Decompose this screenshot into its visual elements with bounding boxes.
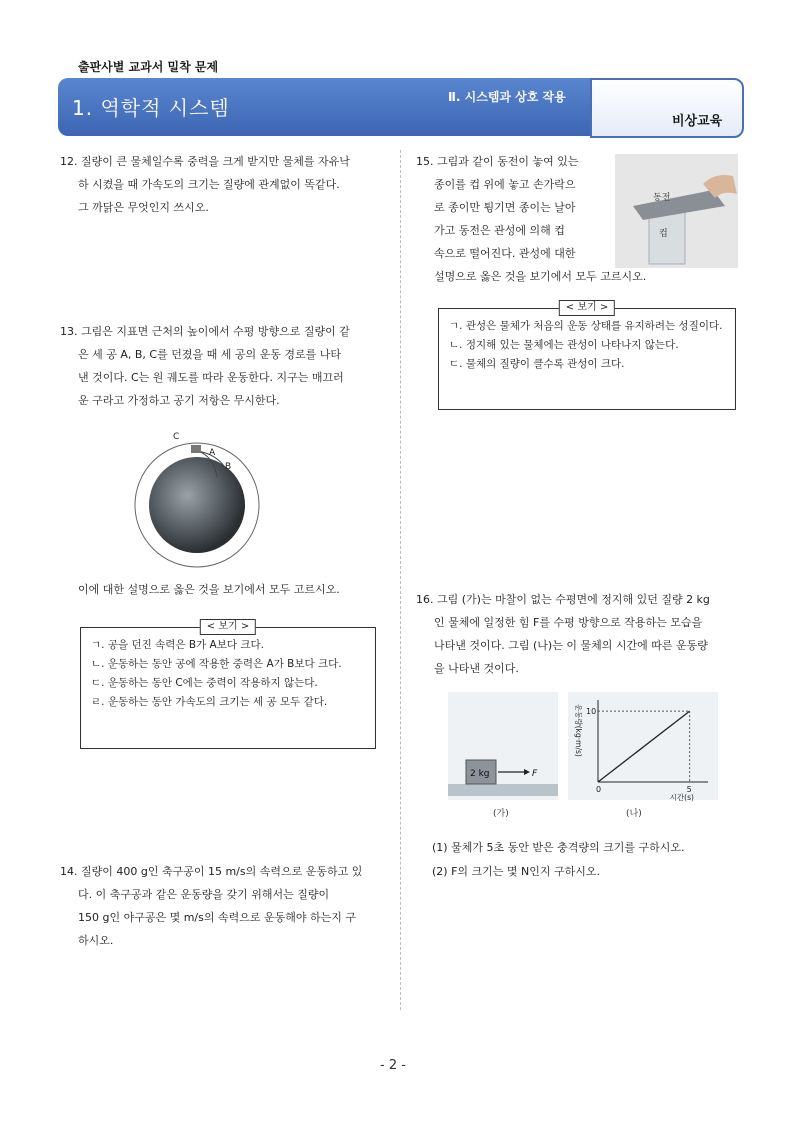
label-a: A <box>209 448 216 458</box>
mass-label: 2 kg <box>470 769 490 779</box>
publisher-box <box>590 78 744 138</box>
q16-line: 나타낸 것이다. 그림 (나)는 이 물체의 시간에 따른 운동량 <box>434 639 708 652</box>
y-axis-label: 운동량(kg·m/s) <box>574 704 583 757</box>
q13-prompt: 이에 대한 설명으로 옳은 것을 보기에서 모두 고르시오. <box>78 583 340 596</box>
q16-line: 인 물체에 일정한 힘 F를 수평 방향으로 작용하는 모습을 <box>434 616 703 629</box>
q12-line: 12. 질량이 큰 물체일수록 중력을 크게 받지만 물체를 자유낙 <box>60 155 350 168</box>
q14-line: 하시오. <box>78 934 114 947</box>
cup-label: 컵 <box>659 229 668 239</box>
coin-cup-photo <box>615 154 738 268</box>
y-tick-label: 10 <box>586 707 597 717</box>
label-b: B <box>225 462 232 472</box>
column-divider <box>400 150 401 1010</box>
q15-choice-box <box>438 302 736 410</box>
choice-item: ㄱ. 관성은 물체가 처음의 운동 상태를 유지하려는 성질이다. <box>449 320 723 332</box>
coin-label: 동전 <box>653 193 671 203</box>
q12-line: 그 까닭은 무엇인지 쓰시오. <box>78 201 209 214</box>
floor <box>448 784 558 796</box>
q13-line: 운 구라고 가정하고 공기 저항은 무시한다. <box>78 394 280 407</box>
choice-item: ㄱ. 공을 던진 속력은 B가 A보다 크다. <box>91 639 264 651</box>
choice-box-title: < 보기 > <box>559 300 615 316</box>
momentum-time-chart <box>568 692 718 824</box>
label-c: C <box>173 432 180 442</box>
choice-item: ㄷ. 운동하는 동안 C에는 중력이 작용하지 않는다. <box>91 677 318 689</box>
q14-line: 150 g인 야구공은 몇 m/s의 속력으로 운동해야 하는지 구 <box>78 911 356 924</box>
q16-sub1: (1) 물체가 5초 동안 받은 충격량의 크기를 구하시오. <box>432 841 685 854</box>
x-axis-label: 시간(s) <box>669 793 694 802</box>
question-12 <box>60 150 390 219</box>
q13-choice-box <box>80 621 376 749</box>
top-label: 출판사별 교과서 밀착 문제 <box>78 60 219 74</box>
choice-item: ㄹ. 운동하는 동안 가속도의 크기는 세 공 모두 같다. <box>91 696 328 708</box>
launch-tower <box>191 445 201 453</box>
q16-line: 을 나타낸 것이다. <box>434 662 519 675</box>
q16-line: 16. 그림 (가)는 마찰이 없는 수평면에 정지해 있던 질량 2 kg <box>416 593 710 606</box>
caption-ga: (가) <box>493 809 509 819</box>
caption-na: (나) <box>626 809 642 819</box>
force-label: F <box>532 769 538 779</box>
q15-line: 설명으로 옳은 것을 보기에서 모두 고르시오. <box>434 270 647 283</box>
q14-line: 14. 질량이 400 g인 축구공이 15 m/s의 속력으로 운동하고 있 <box>60 865 363 878</box>
q15-line: 로 종이만 튕기면 종이는 날아 <box>434 201 576 214</box>
q16-sub2: (2) F의 크기는 몇 N인지 구하시오. <box>432 865 601 878</box>
q13-line: 은 세 공 A, B, C를 던졌을 때 세 공의 운동 경로를 나타 <box>78 348 341 361</box>
q14-line: 다. 이 축구공과 같은 운동량을 갖기 위해서는 질량이 <box>78 888 330 901</box>
q15-line: 속으로 떨어진다. 관성에 대한 <box>434 247 576 260</box>
page-number: - 2 - <box>380 1058 406 1073</box>
q15-line: 가고 동전은 관성에 의해 컵 <box>434 224 565 237</box>
x-tick-label: 5 <box>686 785 692 794</box>
q13-line: 13. 그림은 지표면 근처의 높이에서 수평 방향으로 질량이 같 <box>60 325 350 338</box>
question-13 <box>60 320 390 412</box>
q15-line: 종이를 컵 위에 놓고 손가락으 <box>434 178 576 191</box>
choice-box-title: < 보기 > <box>200 619 256 635</box>
q12-line: 하 시켰을 때 가속도의 크기는 질량에 관계없이 똑같다. <box>78 178 340 191</box>
question-16 <box>416 588 746 680</box>
page-title: 1. 역학적 시스템 <box>72 96 230 120</box>
q13-line: 낸 것이다. C는 원 궤도를 따라 운동한다. 지구는 매끄러 <box>78 371 344 384</box>
earth-orbit-figure <box>125 425 265 570</box>
choice-item: ㄴ. 정지해 있는 물체에는 관성이 나타나지 않는다. <box>449 339 679 351</box>
choice-item: ㄴ. 운동하는 동안 공에 작용한 중력은 A가 B보다 크다. <box>91 658 342 670</box>
q15-line: 15. 그림과 같이 동전이 놓여 있는 <box>416 155 579 168</box>
chapter-subtitle: Ⅱ. 시스템과 상호 작용 <box>448 90 566 104</box>
figure-ga <box>448 692 558 822</box>
x-tick-label: 0 <box>596 785 602 794</box>
choice-item: ㄷ. 물체의 질량이 클수록 관성이 크다. <box>449 358 625 370</box>
question-14 <box>60 860 390 952</box>
question-15 <box>416 150 647 288</box>
publisher-label: 비상교육 <box>672 114 723 129</box>
